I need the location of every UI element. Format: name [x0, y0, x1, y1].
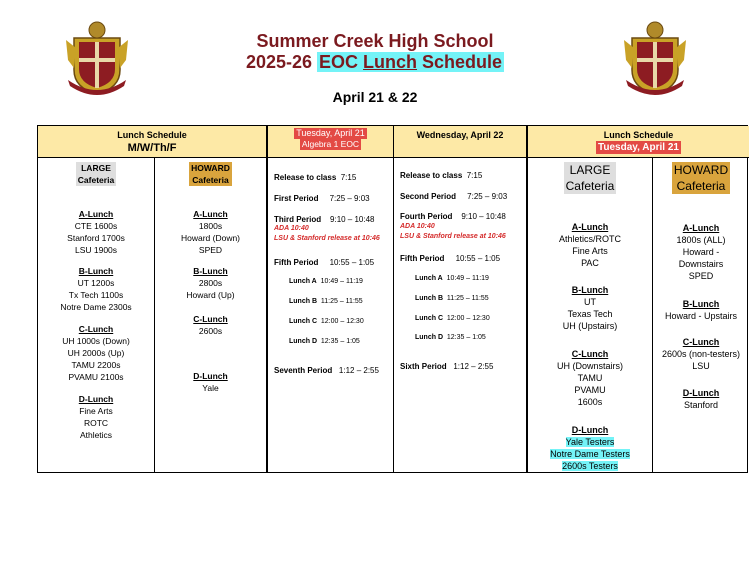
col3-sixth-row	[400, 361, 493, 372]
col1-howard-b	[155, 265, 266, 301]
list-item: UH (Upstairs)	[562, 321, 618, 331]
list-item: ROTC	[83, 418, 109, 428]
list-item: Notre Dame 2300s	[60, 302, 132, 312]
col1-large-c	[38, 323, 154, 383]
title-suffix: Schedule	[417, 52, 503, 72]
list-item: SPED	[198, 245, 223, 255]
col4-howard-heading	[653, 162, 749, 194]
lunch-title: C-Lunch	[78, 324, 114, 334]
lunch-title: B-Lunch	[571, 285, 609, 295]
list-item: Downstairs	[678, 259, 724, 269]
col2-release-row	[274, 172, 356, 183]
period-label: Release to class	[274, 173, 337, 182]
list-item: Tx Tech 1100s	[68, 290, 124, 300]
title-eoc: EOC	[319, 52, 364, 72]
period-time: 7:15	[466, 171, 483, 180]
list-item: Howard (Down)	[180, 233, 241, 243]
period-time: 1:12 – 2:55	[338, 366, 379, 375]
col2-seventh-row	[274, 365, 379, 376]
col-divider-2	[393, 126, 394, 472]
col1-large-a	[38, 208, 154, 256]
list-item: Athletics	[79, 430, 113, 440]
col4-large-b	[528, 284, 652, 332]
lunch-title: D-Lunch	[682, 388, 720, 398]
col4-large-d	[528, 424, 652, 472]
list-item: CTE 1600s	[74, 221, 118, 231]
period-label: First Period	[274, 194, 319, 203]
list-item: 1800s	[198, 221, 223, 231]
lunch-title: C-Lunch	[682, 337, 720, 347]
col2-lunch-c	[289, 316, 364, 327]
period-time: 1:12 – 2:55	[453, 362, 494, 371]
col4-howard-c	[653, 336, 749, 372]
col4-header-line1: Lunch Schedule	[603, 130, 674, 140]
lunch-time: 12:35 – 1:05	[320, 338, 360, 345]
period-label: Second Period	[400, 192, 457, 201]
col3-release-row	[400, 170, 482, 181]
period-label: Fourth Period	[400, 212, 453, 221]
list-item: PAC	[581, 258, 599, 268]
col1-howard-l2: Cafeteria	[192, 175, 229, 185]
list-item: 1600s	[577, 397, 603, 407]
list-item: PVAMU	[574, 385, 606, 395]
col4-large-a	[528, 221, 652, 269]
col4-large-l1: LARGE	[569, 163, 611, 177]
list-item: 2800s	[198, 278, 223, 288]
list-item: Stanford 1700s	[67, 233, 125, 243]
list-item: Stanford	[683, 400, 719, 410]
list-item: Athletics/ROTC	[558, 234, 621, 244]
col1-large-l2: Cafeteria	[77, 175, 115, 185]
list-item: 2600s	[198, 326, 223, 336]
period-label: Sixth Period	[400, 362, 447, 371]
list-item: Yale Testers	[565, 437, 615, 447]
period-time: 7:25 – 9:03	[467, 192, 508, 201]
period-time: 7:15	[340, 173, 357, 182]
title-prefix: 2025-26	[245, 52, 317, 72]
col1-large-l1: LARGE	[81, 163, 111, 173]
lunch-time: 12:00 – 12:30	[320, 318, 364, 325]
lunch-time: 10:49 – 11:19	[446, 275, 489, 282]
col4-howard-l2: Cafeteria	[676, 179, 726, 193]
period-time: 7:25 – 9:03	[329, 194, 370, 203]
period-label: Third Period	[274, 215, 322, 224]
lunch-title: C-Lunch	[193, 314, 228, 324]
col3-fourth-row	[400, 211, 506, 222]
list-item: Yale	[202, 383, 219, 393]
list-item: LSU 1900s	[74, 245, 118, 255]
lunch-label: Lunch B	[415, 295, 443, 302]
lunch-title: B-Lunch	[193, 266, 228, 276]
list-item: UH 2000s (Up)	[67, 348, 125, 358]
col2-header-line2: Algebra 1 EOC	[301, 139, 360, 149]
col2-first-row	[274, 193, 370, 204]
lunch-title: A-Lunch	[571, 222, 609, 232]
lunch-label: Lunch D	[415, 334, 443, 341]
col3-header-text: Wednesday, April 22	[416, 130, 504, 140]
col3-ada-note: LSU & Stanford release at 10:46	[400, 233, 506, 240]
list-item: Texas Tech	[567, 309, 613, 319]
lunch-label: Lunch A	[289, 278, 317, 285]
lunch-title: B-Lunch	[78, 266, 114, 276]
col1-large-heading	[38, 162, 154, 186]
list-item: TAMU 2200s	[71, 360, 121, 370]
col3-second-row	[400, 191, 507, 202]
title-highlight	[317, 52, 504, 72]
col1-howard-l1: HOWARD	[191, 163, 230, 173]
col2-lunch-b	[289, 296, 363, 307]
col2-lunch-a	[289, 276, 363, 287]
col4-howard-d	[653, 387, 749, 411]
col3-header	[394, 126, 526, 158]
list-item: PVAMU 2100s	[68, 372, 124, 382]
list-item: SPED	[688, 271, 714, 281]
col4-howard-b	[653, 298, 749, 322]
list-item: Howard (Up)	[186, 290, 235, 300]
schedule-title	[0, 51, 750, 73]
col4-header-line2: Tuesday, April 21	[598, 142, 679, 153]
col1-large-b	[38, 265, 154, 313]
col2-fifth-row	[274, 257, 374, 268]
list-item: Howard - Upstairs	[664, 311, 738, 321]
col1-howard-d	[155, 370, 266, 394]
list-item: LSU	[692, 361, 710, 371]
period-time: 10:55 – 1:05	[455, 254, 501, 263]
col4-header	[528, 126, 749, 158]
list-item: 2600s Testers	[562, 461, 618, 471]
col3-fifth-row	[400, 253, 500, 264]
title-lunch: Lunch	[363, 52, 418, 72]
period-label: Fifth Period	[274, 258, 319, 267]
lunch-time: 11:25 – 11:55	[446, 295, 489, 302]
col2-header	[268, 126, 393, 158]
period-label: Fifth Period	[400, 254, 445, 263]
col1-header-line1: Lunch Schedule	[117, 130, 187, 140]
lunch-time: 12:00 – 12:30	[446, 315, 490, 322]
col4-large-heading	[528, 162, 652, 194]
school-name: Summer Creek High School	[256, 31, 494, 51]
list-item: Fine Arts	[79, 406, 113, 416]
list-item: UH (Downstairs)	[556, 361, 623, 371]
lunch-time: 12:35 – 1:05	[446, 334, 486, 341]
schedule-table	[37, 125, 748, 473]
col4-howard-a	[653, 222, 749, 282]
schedule-dates: April 21 & 22	[332, 89, 418, 105]
list-item: Fine Arts	[572, 246, 608, 256]
list-item: 1800s (ALL)	[676, 235, 726, 245]
col3-lunch-c	[415, 313, 490, 324]
col2-ada-time: ADA 10:40	[274, 225, 309, 232]
col1-header-line2: M/W/Th/F	[127, 142, 177, 154]
period-label: Release to class	[400, 171, 463, 180]
col2-ada-note: LSU & Stanford release at 10:46	[274, 235, 380, 242]
lunch-title: D-Lunch	[571, 425, 609, 435]
period-time: 9:10 – 10:48	[461, 212, 506, 221]
list-item: 2600s (non-testers)	[661, 349, 741, 359]
col1-large-d	[38, 393, 154, 441]
lunch-label: Lunch B	[289, 298, 317, 305]
lunch-label: Lunch C	[289, 318, 317, 325]
lunch-title: C-Lunch	[571, 349, 609, 359]
lunch-title: D-Lunch	[78, 394, 114, 404]
col4-large-c	[528, 348, 652, 408]
col-divider-1	[266, 126, 268, 472]
period-time: 9:10 – 10:48	[330, 215, 375, 224]
col1-header	[38, 126, 266, 158]
list-item: TAMU	[577, 373, 603, 383]
col4-howard-l1: HOWARD	[673, 163, 729, 177]
lunch-label: Lunch C	[415, 315, 443, 322]
lunch-title: D-Lunch	[193, 371, 228, 381]
col3-lunch-b	[415, 293, 489, 304]
col4-large-l2: Cafeteria	[565, 179, 615, 193]
period-label: Seventh Period	[274, 366, 333, 375]
period-time: 10:55 – 1:05	[329, 258, 375, 267]
lunch-time: 11:25 – 11:55	[320, 298, 363, 305]
col1-howard-heading	[155, 162, 266, 186]
list-item: UT	[584, 297, 596, 307]
col3-ada-time: ADA 10:40	[400, 223, 435, 230]
list-item: Notre Dame Testers	[550, 449, 630, 459]
col3-lunch-a	[415, 273, 489, 284]
col1-howard-a	[155, 208, 266, 256]
lunch-time: 10:49 – 11:19	[320, 278, 363, 285]
list-item: UH 1000s (Down)	[62, 336, 130, 346]
lunch-title: A-Lunch	[193, 209, 228, 219]
list-item: UT 1200s	[77, 278, 115, 288]
col1-howard-c	[155, 313, 266, 337]
col2-header-line1: Tuesday, April 21	[296, 128, 365, 138]
lunch-label: Lunch A	[415, 275, 443, 282]
col2-lunch-d	[289, 336, 360, 347]
lunch-title: B-Lunch	[682, 299, 720, 309]
lunch-label: Lunch D	[289, 338, 317, 345]
list-item: Howard -	[682, 247, 720, 257]
lunch-title: A-Lunch	[78, 209, 114, 219]
col3-lunch-d	[415, 332, 486, 343]
lunch-title: A-Lunch	[682, 223, 720, 233]
